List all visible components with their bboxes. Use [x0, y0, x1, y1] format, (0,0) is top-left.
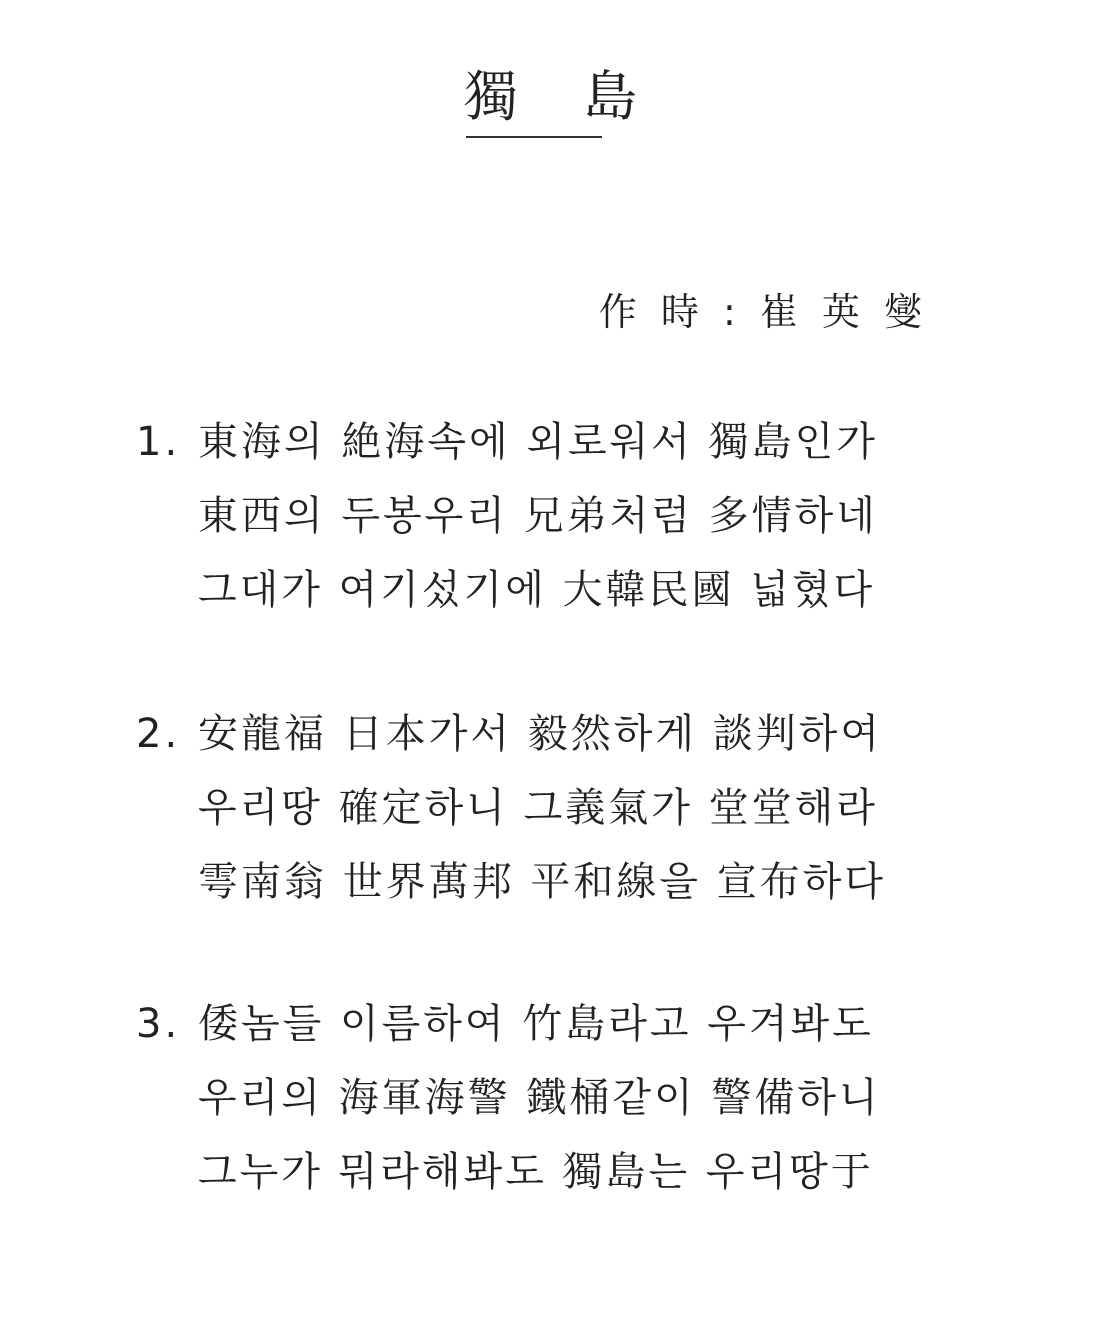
lyric-line: 東海의 絶海속에 외로워서 獨島인가	[198, 419, 878, 465]
stanza-number: 1.	[136, 419, 181, 465]
stanza-number: 3.	[136, 1001, 181, 1047]
lyric-line: 그대가 여기섰기에 大韓民國 넓혔다	[198, 567, 876, 613]
lyric-line: 東西의 두봉우리 兄弟처럼 多情하네	[198, 493, 878, 539]
stanza-line	[136, 1070, 976, 1144]
stanza-line	[136, 414, 976, 488]
lyric-line: 雩南翁 世界萬邦 平和線을 宣布하다	[198, 859, 887, 905]
stanza-line	[136, 1144, 976, 1218]
lyric-line: 우리땅 確定하니 그義氣가 堂堂해라	[198, 785, 878, 831]
stanza-line	[136, 706, 976, 780]
stanza-1	[136, 414, 976, 636]
stanza-line	[136, 488, 976, 562]
stanza-line	[136, 562, 976, 636]
stanza-number: 2.	[136, 711, 181, 757]
lyric-line: 그누가 뭐라해봐도 獨島는 우리땅于	[198, 1149, 874, 1195]
stanza-3	[136, 996, 976, 1218]
stanza-line	[136, 996, 976, 1070]
stanza-2	[136, 706, 976, 928]
author-line: 作 時 : 崔 英 燮	[598, 290, 928, 334]
lyric-line: 安龍福 日本가서 毅然하게 談判하여	[198, 711, 882, 757]
lyric-line: 倭놈들 이름하여 竹島라고 우겨봐도	[198, 1001, 874, 1047]
title-underline	[466, 136, 602, 138]
stanza-line	[136, 854, 976, 928]
stanza-line	[136, 780, 976, 854]
page-title: 獨 島	[464, 65, 662, 128]
lyric-line: 우리의 海軍海警 鐵桶같이 警備하니	[198, 1075, 881, 1121]
